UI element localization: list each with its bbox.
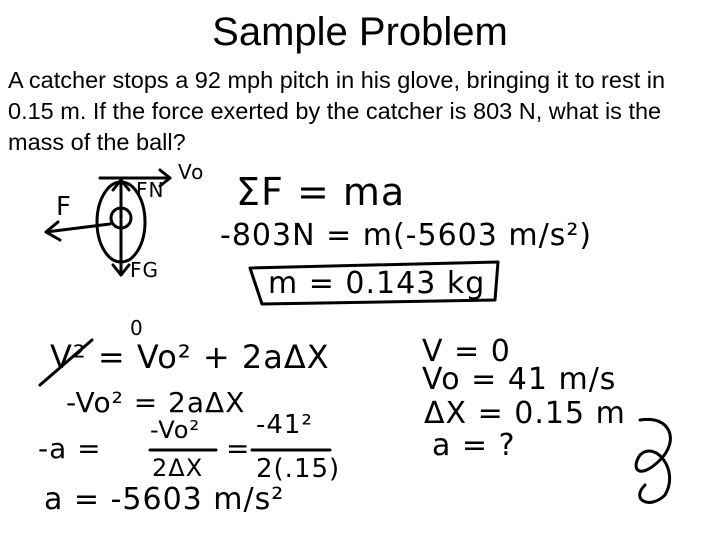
kinematics-equation: V² = Vo² + 2aΔX xyxy=(50,338,330,376)
kinematics-result: a = -5603 m/s² xyxy=(44,482,285,517)
slide-title: Sample Problem xyxy=(212,10,508,54)
known-vo: Vo = 41 m/s xyxy=(422,362,617,397)
label-fg: FG xyxy=(130,258,160,282)
problem-statement: A catcher stops a 92 mph pitch in his glove, bringing it to rest in 0.15 m. If the force exerted by the catcher is 803 N, what is the mass of the ball? xyxy=(8,67,666,155)
kinematics-denominator: 2ΔX xyxy=(152,454,204,482)
known-a: a = ? xyxy=(432,428,516,463)
kinematics-denominator-2: 2(.15) xyxy=(256,454,341,484)
equation-substitution: -803N = m(-5603 m/s²) xyxy=(220,218,593,253)
equation-newton: ΣF = ma xyxy=(236,170,406,214)
kinematics-numerator-2: -41² xyxy=(256,410,313,440)
equation-answer: m = 0.143 kg xyxy=(268,266,486,301)
catcher-force-arrow xyxy=(46,224,110,232)
known-dx: ΔX = 0.15 m xyxy=(424,396,626,431)
kinematics-numerator: -Vo² xyxy=(150,416,201,444)
label-fn: FN xyxy=(136,178,165,202)
scribble-mark xyxy=(636,419,670,502)
label-f: F xyxy=(56,192,72,222)
kinematics-a-left: -a = xyxy=(38,432,102,465)
kinematics-equals: = xyxy=(226,432,251,465)
zero-mark: 0 xyxy=(130,316,144,340)
label-vo: Vo xyxy=(178,160,205,184)
ball-center xyxy=(111,208,131,228)
known-v: V = 0 xyxy=(422,334,511,369)
kinematics-rearranged: -Vo² = 2aΔX xyxy=(66,386,246,419)
